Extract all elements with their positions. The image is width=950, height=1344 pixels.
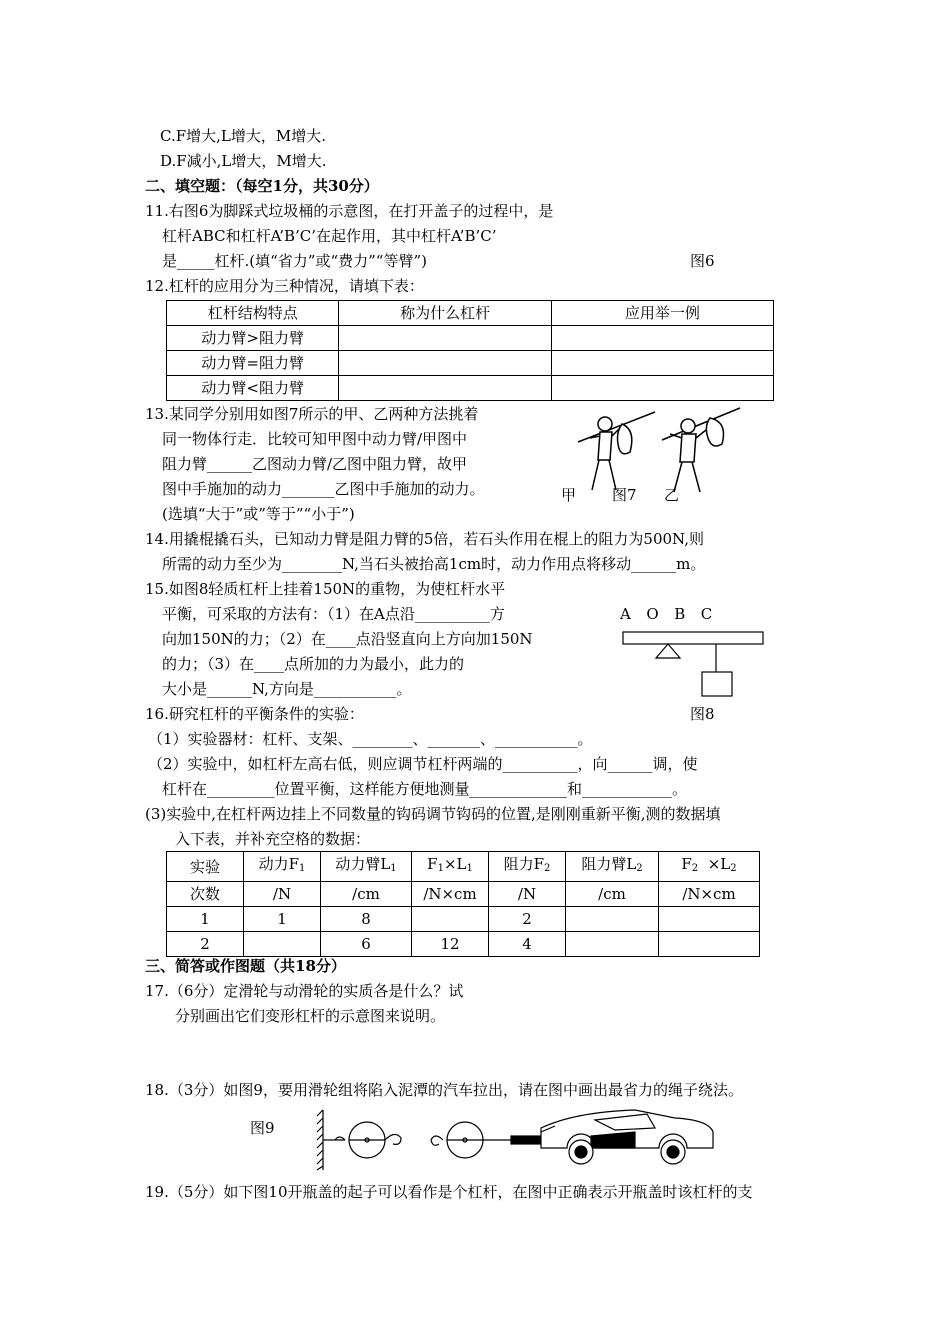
q18-line: 18.（3分）如图9，要用滑轮组将陷入泥潭的汽车拉出，请在图中画出最省力的绳子绕法。	[145, 1081, 743, 1099]
table-cell: 6	[321, 932, 412, 957]
table-cell[interactable]	[339, 351, 551, 376]
table-cell: 动力臂<阻力臂	[167, 376, 339, 401]
figure-9-pulley-car	[315, 1108, 715, 1172]
table-cell[interactable]	[659, 932, 760, 957]
q16-heading: 16.研究杠杆的平衡条件的实验：	[145, 705, 364, 723]
table-cell[interactable]	[566, 932, 659, 957]
figure-7-jia-label: 甲	[561, 486, 577, 504]
table-row	[167, 852, 760, 882]
q13-line1: 13.某同学分别用如图7所示的甲、乙两种方法挑着	[145, 405, 479, 423]
q13-line5: (选填“大于”或”等于”“小于”)	[162, 505, 355, 523]
figure-7-illustration	[570, 400, 750, 520]
figure-7-yi-label: 乙	[664, 486, 680, 504]
table-header: 杠杆结构特点	[167, 301, 339, 326]
table-cell[interactable]	[551, 351, 773, 376]
table-header: $F_2 \times L_2$	[659, 852, 760, 882]
figure-8-point-labels: A O B C	[620, 605, 715, 623]
q16-part1: （1）实验器材：杠杆、支架、________、_______、___________。	[148, 730, 593, 748]
table-row	[167, 301, 774, 326]
q15-line3: 向加150N的力；（2）在____点沿竖直向上方向加150N	[162, 630, 533, 648]
table-cell[interactable]	[551, 326, 773, 351]
q13-line4: 图中手施加的动力_______乙图中手施加的动力。	[162, 480, 485, 498]
q15-line5: 大小是______N,方向是___________。	[162, 680, 412, 698]
table-header: 次数	[167, 882, 244, 907]
q14-line1: 14.用撬棍撬石头，已知动力臂是阻力臂的5倍，若石头作用在棍上的阻力为500N,则	[145, 530, 704, 548]
figure-9-label: 图9	[250, 1119, 275, 1137]
table-cell: 2	[489, 907, 566, 932]
table-cell: 4	[489, 932, 566, 957]
q14-line2: 所需的动力至少为________N,当石头被抬高1cm时，动力作用点将移动______m。	[162, 555, 706, 573]
lever-types-table	[166, 300, 774, 401]
figure-6-label: 图6	[690, 252, 715, 270]
option-d: D.F减小,L增大，M增大.	[160, 152, 327, 170]
table-header: $F_1\times L_1$	[412, 852, 489, 882]
table-header: 动力$F_1$	[244, 852, 321, 882]
q13-line2: 同一物体行走．比较可知甲图中动力臂/甲图中	[162, 430, 468, 448]
q16-part3-line1: (3)实验中,在杠杆两边挂上不同数量的钩码调节钩码的位置,是刚刚重新平衡,测的数据填	[145, 805, 721, 823]
q11-line2: 杠杆ABC和杠杆A’B’C’在起作用，其中杠杆A’B’C’	[162, 227, 497, 245]
experiment-data-table	[166, 851, 760, 957]
table-header: 应用举一例	[551, 301, 773, 326]
table-header: /cm	[566, 882, 659, 907]
table-cell[interactable]	[551, 376, 773, 401]
q16-part2-line1: （2）实验中，如杠杆左高右低，则应调节杠杆两端的__________，向______调，使	[148, 755, 698, 773]
table-row	[167, 326, 774, 351]
table-cell: 动力臂>阻力臂	[167, 326, 339, 351]
table-header: 称为什么杠杆	[339, 301, 551, 326]
table-header: /N×cm	[659, 882, 760, 907]
table-row	[167, 376, 774, 401]
q11-line1: 11.右图6为脚踩式垃圾桶的示意图，在打开盖子的过程中，是	[145, 202, 554, 220]
table-cell: 1	[167, 907, 244, 932]
option-c: C.F增大,L增大，M增大.	[160, 127, 326, 145]
table-cell[interactable]	[566, 907, 659, 932]
q16-part2-line2: 杠杆在_________位置平衡，这样能方便地测量_____________和____________。	[162, 780, 688, 798]
table-cell: 8	[321, 907, 412, 932]
table-header: 实验	[167, 852, 244, 882]
q16-part3-line2: 入下表，并补充空格的数据：	[175, 830, 371, 848]
q17-line1: 17.（6分）定滑轮与动滑轮的实质各是什么？试	[145, 982, 464, 1000]
table-cell[interactable]	[244, 932, 321, 957]
table-cell: 12	[412, 932, 489, 957]
section-2-heading: 二、填空题：（每空1分，共30分）	[145, 177, 379, 195]
table-cell[interactable]	[412, 907, 489, 932]
table-cell: 2	[167, 932, 244, 957]
table-row	[167, 932, 760, 957]
section-3-heading: 三、简答或作图题（共18分）	[145, 957, 346, 975]
figure-7-label: 图7	[612, 486, 637, 504]
table-cell[interactable]	[339, 376, 551, 401]
q15-line4: 的力；（3）在____点所加的力为最小，此力的	[162, 655, 465, 673]
table-header: /N	[489, 882, 566, 907]
q17-line2: 分别画出它们变形杠杆的示意图来说明。	[175, 1007, 446, 1025]
table-cell: 1	[244, 907, 321, 932]
table-cell[interactable]	[659, 907, 760, 932]
table-header: 动力臂$L_1$	[321, 852, 412, 882]
table-header: /N	[244, 882, 321, 907]
table-header: /cm	[321, 882, 412, 907]
figure-8-label: 图8	[690, 705, 715, 723]
table-row	[167, 882, 760, 907]
table-cell[interactable]	[339, 326, 551, 351]
table-row	[167, 907, 760, 932]
q19-line: 19.（5分）如下图10开瓶盖的起子可以看作是个杠杆，在图中正确表示开瓶盖时该杠杆的支	[145, 1183, 753, 1201]
table-header: /N×cm	[412, 882, 489, 907]
table-row	[167, 351, 774, 376]
q13-line3: 阻力臂______乙图动力臂/乙图中阻力臂，故甲	[162, 455, 468, 473]
table-cell: 动力臂=阻力臂	[167, 351, 339, 376]
table-header: 阻力$F_2$	[489, 852, 566, 882]
figure-8-lever	[620, 628, 770, 700]
q15-line2: 平衡，可采取的方法有：（1）在A点沿__________方	[162, 605, 505, 623]
table-header: 阻力臂$L_2$	[566, 852, 659, 882]
q15-line1: 15.如图8轻质杠杆上挂着150N的重物，为使杠杆水平	[145, 580, 506, 598]
q12-line: 12.杠杆的应用分为三种情况，请填下表：	[145, 277, 424, 295]
q11-line3: 是_____杠杆.(填“省力”或“费力”“等臂”)	[162, 252, 427, 270]
